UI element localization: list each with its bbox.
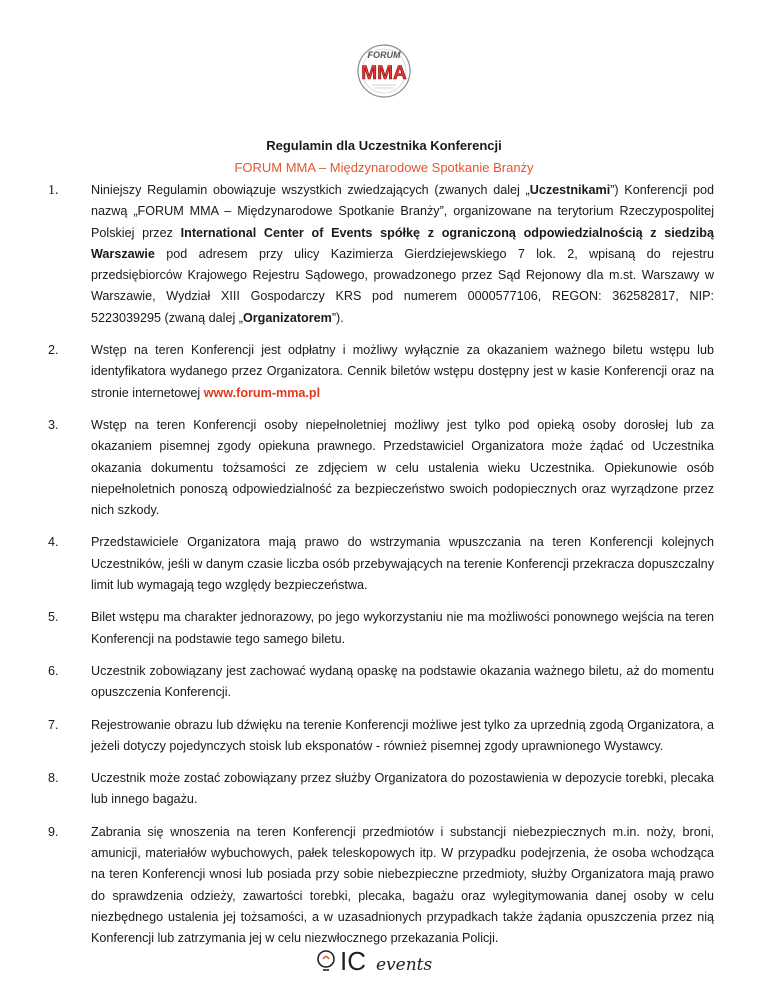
logo-forum-word: FORUM [367, 50, 401, 60]
document-subtitle: FORUM MMA – Międzynarodowe Spotkanie Branży [234, 160, 534, 175]
rule-number: 6. [48, 663, 59, 678]
rule-item [48, 715, 714, 758]
website-link[interactable]: www.forum-mma.pl [203, 385, 321, 400]
rule-number: 7. [48, 717, 59, 732]
rule-number: 3. [48, 417, 59, 432]
rule-item [48, 822, 714, 950]
document-title: Regulamin dla Uczestnika Konferencji [266, 138, 502, 153]
rule-item [48, 532, 714, 596]
rule-item [48, 340, 714, 404]
rule-text: Wstęp na teren Konferencji jest odpłatny i możliwy wyłącznie za okazaniem ważnego biletu wstępu lub identyfikatora wydanego przez Organizatora. Cennik biletów wstępu dostępny jest w kasie Konferencji oraz na stronie internetowej www.forum-mma.pl [91, 343, 714, 400]
rule-number: 2. [48, 343, 59, 358]
rule-number: 9. [48, 824, 59, 839]
ic-events-logo [316, 946, 456, 976]
forum-mma-logo [350, 42, 418, 100]
term-uczestnikami: Uczestnikami [529, 183, 611, 197]
rule-text: Uczestnik może zostać zobowiązany przez służby Organizatora do pozostawienia w depozycie torebki, plecaka lub innego bagażu. [91, 771, 714, 807]
rule-item [48, 607, 714, 650]
rule-item [48, 661, 714, 704]
rules-list [48, 180, 714, 961]
rule-number: 8. [48, 771, 59, 786]
rule-text: Bilet wstępu ma charakter jednorazowy, po jego wykorzystaniu nie ma możliwości ponownego wejścia na teren Konferencji na podstawie tego samego biletu. [91, 610, 714, 646]
lightbulb-icon [318, 951, 334, 970]
rule-text: Wstęp na teren Konferencji osoby niepełnoletniej możliwy jest tylko pod opieką osoby dorosłej lub za okazaniem pisemnej zgody opiekuna prawnego. Przedstawiciel Organizatora może żądać od Uczestnika okazania dokumentu tożsamości ze zdjęciem w celu ustalenia wieku Uczestnika. Opiekunowie osób niepełnoletnich ponoszą odpowiedzialność za bezpieczeństwo swoich podopiecznych oraz wyrządzone przez nich szkody. [91, 417, 714, 518]
rule-text: Uczestnik zobowiązany jest zachować wydaną opaskę na podstawie okazania ważnego biletu, aż do momentu opuszczenia Konferencji. [91, 663, 714, 700]
logo-ic-text: IC [340, 946, 366, 976]
logo-mma-word: MMA [361, 63, 407, 84]
rule-number: 1. [48, 183, 59, 198]
rule-item [48, 415, 714, 521]
rule-item [48, 768, 714, 811]
logo-events-text: events [376, 955, 433, 975]
rule-text: Przedstawiciele Organizatora mają prawo do wstrzymania wpuszczania na teren Konferencji kolejnych Uczestników, jeśli w danym czasie liczba osób przebywających na terenie Konferencji przekracza dopuszczalny limit lub wymagają tego względy bezpieczeństwa. [91, 535, 714, 593]
rule-number: 4. [48, 535, 59, 550]
organizer-name: International Center of Events spółkę z ograniczoną odpowiedzialnością z siedzibą Warszawie [91, 225, 714, 261]
rule-text: Rejestrowanie obrazu lub dźwięku na terenie Konferencji możliwe jest tylko za uprzednią zgodą Organizatora, a jeżeli dotyczy pojedynczych stoisk lub eksponatów - również pisemnej zgody uprawnionego Wystawcy. [91, 717, 714, 753]
rule-item [48, 180, 714, 329]
rule-text: Niniejszy Regulamin obowiązuje wszystkich zwiedzających (zwanych dalej „Uczestnikami”) Konferencji pod nazwą „FORUM MMA – Międzynarodowe Spotkanie Branży”, organizowane na terytorium Rzeczypospolitej Polskiej przez International Center of Events spółkę z ograniczoną odpowiedzialnością z siedzibą Warszawie pod adresem przy ulicy Kazimierza Gierdziejewskiego 7 lok. 2, wpisaną do rejestru przedsiębiorców Krajowego Rejestru Sądowego, prowadzonego przez Sąd Rejonowy dla m.st. Warszawy w Warszawie, Wydział XIII Gospodarczy KRS pod numerem 0000577106, REGON: 362582817, NIP: 5223039295 (zwaną dalej „Organizatorem”). [91, 183, 714, 325]
rule-number: 5. [48, 610, 59, 625]
rule-text: Zabrania się wnoszenia na teren Konferencji przedmiotów i substancji niebezpiecznych m.in. noży, broni, amunicji, materiałów wybuchowych, pałek teleskopowych itp. W przypadku podejrzenia, że osoba wchodząca na teren Konferencji wnosi lub posiada przy sobie niebezpieczne przedmioty, służby Organizatora mają prawo do sprawdzenia odzieży, zawartości torebki, plecaka, bagażu oraz wylegitymowania danej osoby w celu niezbędnego ustalenia jej tożsamości, a w uzasadnionych przypadkach także żądania opuszczenia przez nią Konferencji lub zatrzymania jej w celu niezwłocznego przekazania Policji. [91, 824, 714, 946]
term-organizatorem: Organizatorem [242, 310, 332, 325]
